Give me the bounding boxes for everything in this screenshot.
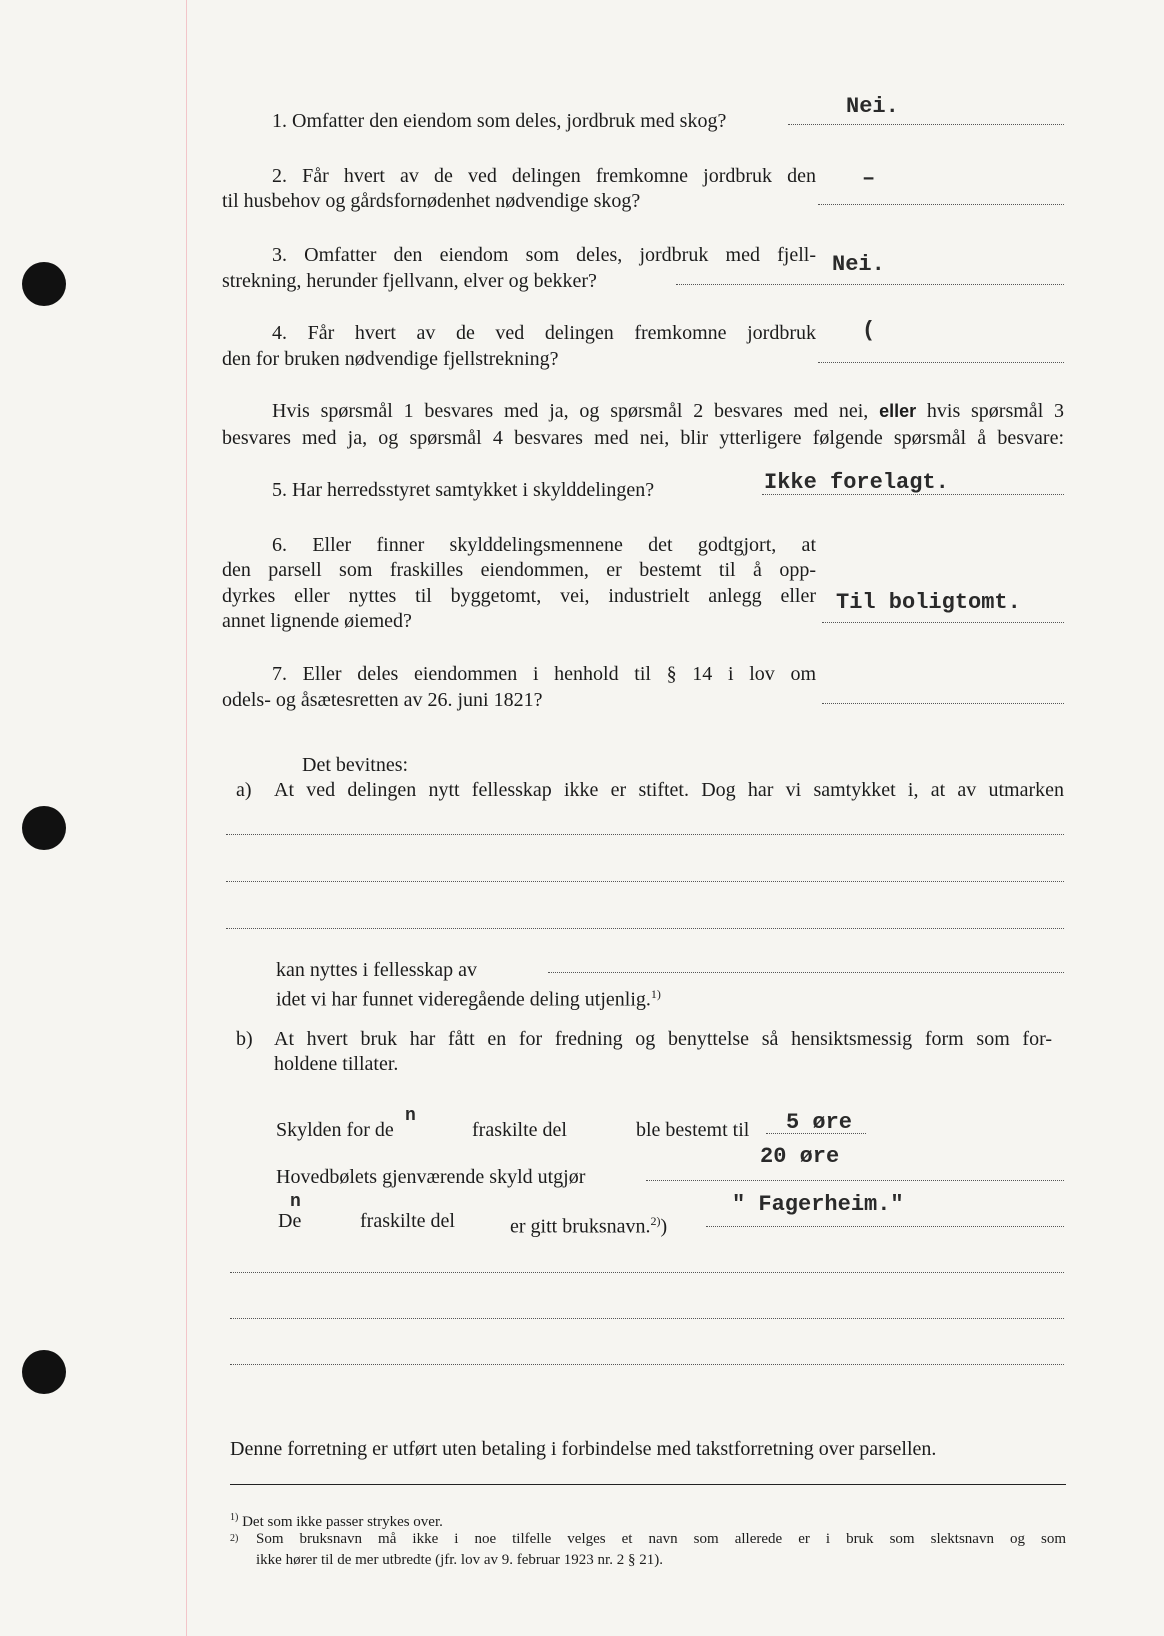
- fill-line: [230, 1272, 1064, 1273]
- skyld-suffix: ble bestemt til: [636, 1119, 750, 1141]
- question-7-line2: odels- og åsætesretten av 26. juni 1821?: [222, 689, 543, 711]
- answer-line: [818, 204, 1064, 205]
- answer-line: [822, 703, 1064, 704]
- answer-line: [788, 124, 1064, 125]
- margin-line: [186, 0, 187, 1636]
- question-6-line2: den parsell som fraskilles eiendommen, er bestemt til å opp-: [222, 559, 816, 581]
- question-6-line4: annet lignende øiemed?: [222, 610, 412, 632]
- bruksnavn-value: " Fagerheim.": [732, 1192, 904, 1217]
- divider-rule: [230, 1484, 1066, 1485]
- skyld-n1: n: [405, 1106, 416, 1126]
- item-b-line1: At hvert bruk har fått en for fredning og benyttelse så hensiktsmessig form som for-: [274, 1028, 1052, 1050]
- question-4-line1: 4. Får hvert av de ved delingen fremkomne jordbruk: [272, 322, 816, 344]
- fraskilte-text: fraskilte del: [360, 1210, 455, 1232]
- question-2-line1: 2. Får hvert av de ved delingen fremkomne jordbruk den: [272, 165, 816, 187]
- intro-text: Hvis spørsmål 1 besvares med ja, og spørsmål 2 besvares med nei,: [272, 400, 869, 422]
- footnote-ref: 2): [650, 1214, 661, 1228]
- skyld-n2: n: [290, 1192, 301, 1212]
- fill-line: [226, 881, 1064, 882]
- intro-emphasis: eller: [879, 401, 917, 421]
- footnote-text: Det som ikke passer strykes over.: [242, 1514, 443, 1530]
- bruksnavn-text: er gitt bruksnavn.$^{2)}$): [510, 1214, 668, 1238]
- fill-line: [230, 1364, 1064, 1365]
- punch-hole: [22, 1350, 66, 1394]
- fill-line: [226, 834, 1064, 835]
- question-7-line1: 7. Eller deles eiendommen i henhold til § 14 i lov om: [272, 663, 816, 685]
- skyld-prefix: Skylden for de: [276, 1119, 394, 1141]
- intro-line1: [272, 398, 1064, 424]
- question-3-line1: 3. Omfatter den eiendom som deles, jordbruk med fjell-: [272, 244, 816, 266]
- footnote-mark: 1): [230, 1512, 239, 1523]
- answer-line: [818, 362, 1064, 363]
- answer-3: Nei.: [832, 252, 885, 277]
- answer-5: Ikke forelagt.: [764, 470, 949, 495]
- skyld-value: 5 øre: [786, 1110, 853, 1135]
- hoved-text: Hovedbølets gjenværende skyld utgjør: [276, 1166, 586, 1188]
- item-a-label: a): [236, 779, 252, 801]
- question-2-line2: til husbehov og gårdsfornødenhet nødvendige skog?: [222, 190, 641, 212]
- intro-text: hvis spørsmål 3: [926, 400, 1065, 422]
- answer-2: –: [862, 166, 876, 191]
- item-a-text: At ved delingen nytt fellesskap ikke er stiftet. Dog har vi samtykket i, at av utmarken: [274, 779, 1064, 801]
- answer-line: [646, 1180, 1064, 1181]
- answer-line: [822, 622, 1064, 623]
- answer-line: [676, 284, 1064, 285]
- fill-line: [548, 972, 1064, 973]
- answer-6: Til boligtomt.: [836, 590, 1021, 615]
- idet-text: [276, 981, 661, 1013]
- item-b-line2: holdene tillater.: [274, 1053, 399, 1075]
- question-6-line3: dyrkes eller nyttes til byggetomt, vei, industrielt anlegg eller: [222, 585, 816, 607]
- question-1: 1. Omfatter den eiendom som deles, jordbruk med skog?: [272, 110, 727, 132]
- fill-line: [226, 928, 1064, 929]
- footnote-ref: 1): [650, 987, 661, 1001]
- footnote-2-line1: Som bruksnavn må ikke i noe tilfelle velges et navn som allerede er i bruk som slektsnavn og som: [256, 1531, 1066, 1547]
- footnote-2: [230, 1529, 238, 1553]
- intro-line2: besvares med ja, og spørsmål 4 besvares med nei, blir ytterligere følgende spørsmål å besvare:: [222, 427, 1064, 449]
- punch-hole: [22, 262, 66, 306]
- question-5: 5. Har herredsstyret samtykket i skylddelingen?: [272, 479, 655, 501]
- question-6-line1: 6. Eller finner skylddelingsmennene det godtgjort, at: [272, 534, 816, 556]
- de-text: De: [278, 1210, 302, 1232]
- fellesskap-text: kan nyttes i fellesskap av: [276, 959, 478, 981]
- item-b-label: b): [236, 1028, 253, 1050]
- fill-line: [230, 1318, 1064, 1319]
- hoved-value: 20 øre: [760, 1144, 840, 1169]
- question-3-line2: strekning, herunder fjellvann, elver og bekker?: [222, 270, 597, 292]
- answer-4: (: [862, 318, 876, 343]
- closing-text: Denne forretning er utført uten betaling i forbindelse med takstforretning over parsellen.: [230, 1438, 937, 1460]
- answer-1: Nei.: [846, 94, 899, 119]
- footnote-2-line2: ikke hører til de mer utbredte (jfr. lov av 9. februar 1923 nr. 2 § 21).: [256, 1552, 663, 1568]
- question-4-line2: den for bruken nødvendige fjellstrekning?: [222, 348, 559, 370]
- bruksnavn-body: er gitt bruksnavn.: [510, 1215, 651, 1238]
- bevitnes-heading: Det bevitnes:: [302, 754, 409, 776]
- footnote-mark: 2): [230, 1533, 239, 1544]
- answer-line: [706, 1226, 1064, 1227]
- punch-hole: [22, 806, 66, 850]
- idet-body: idet vi har funnet videregående deling utjenlig.: [276, 988, 651, 1011]
- skyld-mid: fraskilte del: [472, 1119, 567, 1141]
